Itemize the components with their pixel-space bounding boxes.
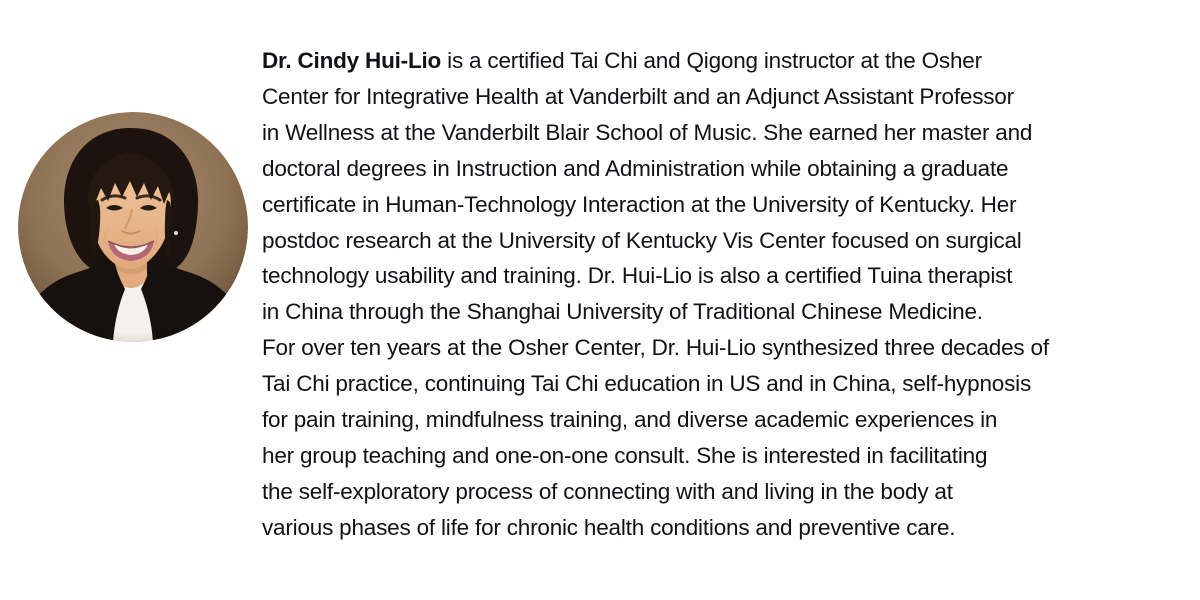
bio-line-first — [262, 43, 1182, 79]
profile-photo — [18, 112, 248, 342]
bio-line: postdoc research at the University of Kentucky Vis Center focused on surgical — [262, 227, 1022, 253]
portrait-illustration — [18, 112, 248, 342]
bio-line: technology usability and training. Dr. Hui-Lio is also a certified Tuina therapist — [262, 263, 1013, 289]
bio-line: the self-exploratory process of connecting with and living in the body at — [262, 478, 953, 504]
bio-line: various phases of life for chronic health conditions and preventive care. — [262, 514, 956, 540]
person-name: Dr. Cindy Hui-Lio — [262, 48, 442, 73]
bio-lines — [262, 79, 1182, 546]
bio-line: doctoral degrees in Instruction and Administration while obtaining a graduate — [262, 155, 1009, 181]
bio-line: For over ten years at the Osher Center, Dr. Hui-Lio synthesized three decades of — [262, 335, 1049, 361]
bio-line: Center for Integrative Health at Vanderbilt and an Adjunct Assistant Professor — [262, 83, 1014, 109]
bio-line: in Wellness at the Vanderbilt Blair School of Music. She earned her master and — [262, 119, 1033, 145]
bio-line: in China through the Shanghai University of Traditional Chinese Medicine. — [262, 299, 983, 325]
bio-line: her group teaching and one-on-one consult. She is interested in facilitating — [262, 442, 988, 468]
bio-line: Tai Chi practice, continuing Tai Chi education in US and in China, self-hypnosis — [262, 371, 1032, 397]
bio-line: certificate in Human-Technology Interaction at the University of Kentucky. Her — [262, 191, 1017, 217]
bio-line-first-rest: is a certified Tai Chi and Qigong instructor at the Osher — [441, 48, 982, 73]
bio-text — [262, 43, 1182, 546]
bio-line: for pain training, mindfulness training, and diverse academic experiences in — [262, 407, 998, 433]
